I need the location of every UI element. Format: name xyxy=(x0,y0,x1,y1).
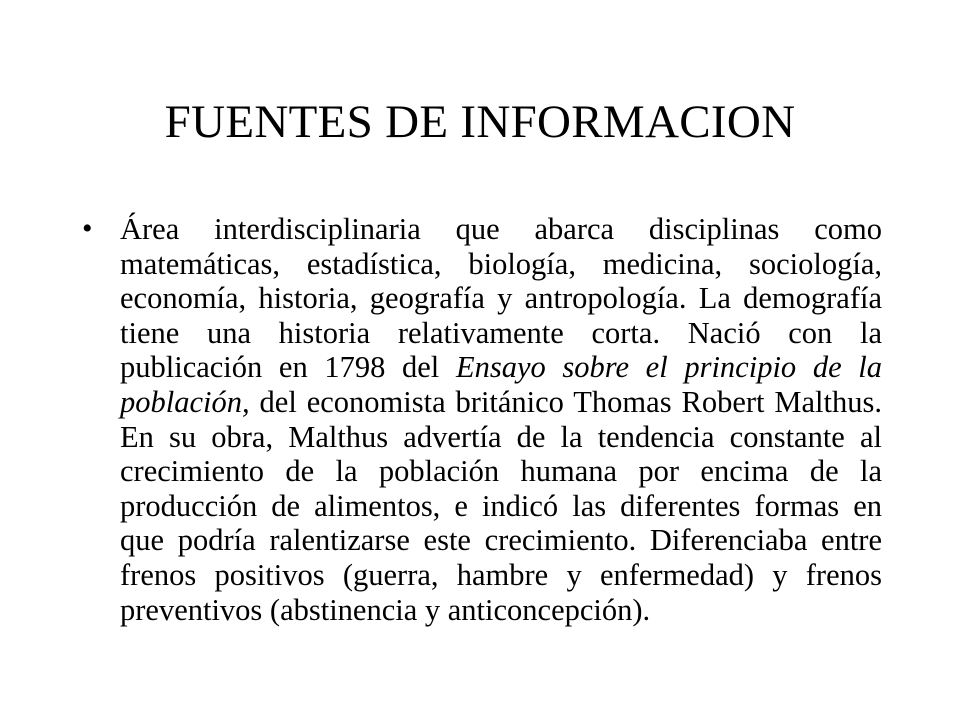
bullet-item xyxy=(82,212,882,627)
bullet-marker: • xyxy=(82,212,93,245)
book-title-italic: Ensayo sobre el principio de la población, xyxy=(120,350,882,419)
bullet-text-part2: del economista británico Thomas Robert Malthus. En su obra, Malthus advertía de la tendencia constante al crecimiento de la población humana por encima de la producción de alimentos, e indicó las diferentes formas en que podría ralentizarse este crecimiento. Diferenciaba entre frenos positivos (guerra, hambre y enfermedad) y frenos preventivos (abstinencia y anticoncepción). xyxy=(120,384,882,627)
bullet-text-part1: Área interdisciplinaria que abarca disciplinas como matemáticas, estadística, biología, medicina, sociología, economía, historia, geografía y antropología. La demografía tiene una historia relativamente corta. Nació con la publicación en 1798 del xyxy=(120,212,882,385)
bullet-list xyxy=(82,212,882,627)
slide-title: FUENTES DE INFORMACION xyxy=(164,96,796,148)
